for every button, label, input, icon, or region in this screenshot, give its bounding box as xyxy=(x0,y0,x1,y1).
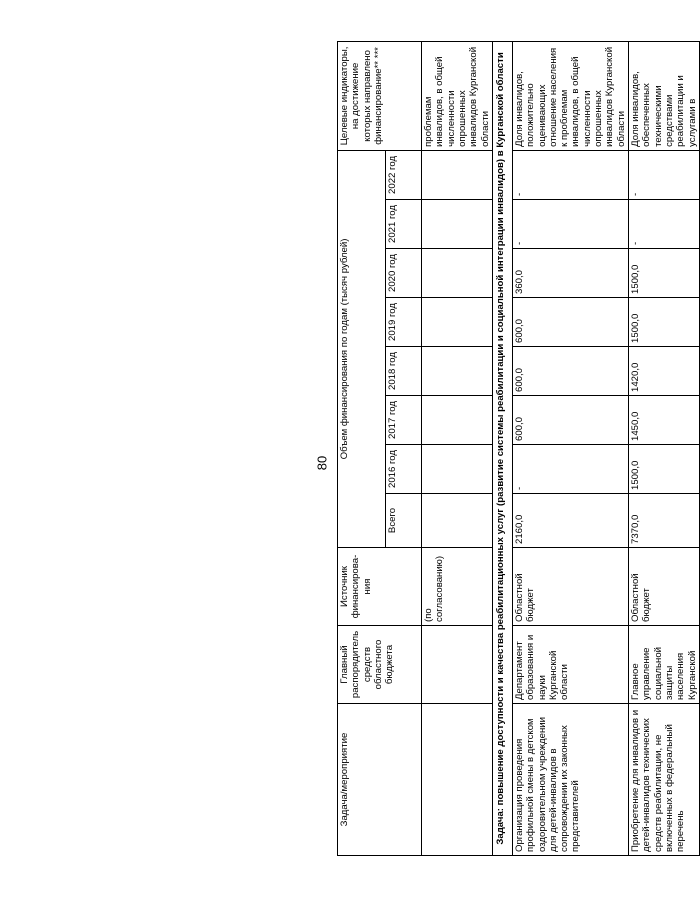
table-row-continued xyxy=(422,41,493,855)
cell-manager xyxy=(422,626,493,704)
cell-2019 xyxy=(422,298,493,347)
page-number: 80 xyxy=(314,455,330,471)
cell-indicator: Доля инвалидов, обеспеченных техническими средствами реабилитации и услугами в xyxy=(629,41,700,150)
cell-2020: 1500,0 xyxy=(629,249,700,298)
cell-2016 xyxy=(422,445,493,494)
cell-2022: - xyxy=(512,150,628,199)
cell-2019: 1500,0 xyxy=(629,298,700,347)
header-manager: Главный распорядитель средств областного бюджета xyxy=(338,626,422,704)
cell-indicator: Доля инвалидов, положительно оценивающих отношение населения к проблемам инвалидов, в общей численности опрошенных инвалидов Курганской области xyxy=(512,41,628,150)
cell-2022: - xyxy=(629,150,700,199)
cell-source: (по согласованию) xyxy=(422,548,493,626)
cell-total xyxy=(422,494,493,548)
cell-2020 xyxy=(422,249,493,298)
cell-2017 xyxy=(422,396,493,445)
task-heading: Задача: повышение доступности и качества реабилитационных услуг (развитие системы реабилитации и социальной интеграции инвалидов) в Курганской области xyxy=(492,41,512,855)
cell-task: Организация проведения профильной смены в детском оздоровительном учреждении для детей-инвалидов в сопровождении их законных представителей xyxy=(512,704,628,856)
financing-table xyxy=(337,41,700,856)
cell-2022 xyxy=(422,150,493,199)
cell-task xyxy=(422,704,493,856)
cell-2017: 600,0 xyxy=(512,396,628,445)
cell-2021: - xyxy=(512,200,628,249)
cell-total: 7370,0 xyxy=(629,494,700,548)
cell-manager: Департамент образования и науки Курганской области xyxy=(512,626,628,704)
table-row xyxy=(629,41,700,855)
rotated-page-content xyxy=(337,46,698,856)
cell-total: 2160,0 xyxy=(512,494,628,548)
cell-manager: Главное управление социальной защиты населения Курганской xyxy=(629,626,700,704)
header-2019: 2019 год xyxy=(386,298,422,347)
header-2017: 2017 год xyxy=(386,396,422,445)
header-2022: 2022 год xyxy=(386,150,422,199)
header-total: Всего xyxy=(386,494,422,548)
cell-2016: 1500,0 xyxy=(629,445,700,494)
table-row xyxy=(512,41,628,855)
header-indicators: Целевые индикаторы, на достижение которых направлено финансирование** *** xyxy=(338,41,422,150)
header-source: Источник финансирова-ния xyxy=(338,548,422,626)
cell-2017: 1450,0 xyxy=(629,396,700,445)
header-volume: Объем финансирования по годам (тысяч рублей) xyxy=(338,150,386,547)
header-2016: 2016 год xyxy=(386,445,422,494)
cell-2021 xyxy=(422,200,493,249)
cell-2018 xyxy=(422,347,493,396)
cell-indicator: проблемам инвалидов, в общей численности опрошенных инвалидов Курганской области xyxy=(422,41,493,150)
header-2020: 2020 год xyxy=(386,249,422,298)
task-heading-row xyxy=(492,41,512,855)
cell-2019: 600,0 xyxy=(512,298,628,347)
cell-2018: 1420,0 xyxy=(629,347,700,396)
cell-2016: - xyxy=(512,445,628,494)
cell-2021: - xyxy=(629,200,700,249)
cell-source: Областной бюджет xyxy=(512,548,628,626)
cell-2020: 360,0 xyxy=(512,249,628,298)
cell-task: Приобретение для инвалидов и детей-инвалидов технических средств реабилитации, не включенных в федеральный перечень xyxy=(629,704,700,856)
header-2021: 2021 год xyxy=(386,200,422,249)
cell-source: Областной бюджет xyxy=(629,548,700,626)
header-row xyxy=(338,41,386,855)
cell-2018: 600,0 xyxy=(512,347,628,396)
header-2018: 2018 год xyxy=(386,347,422,396)
header-task: Задача/мероприятие xyxy=(338,704,422,856)
